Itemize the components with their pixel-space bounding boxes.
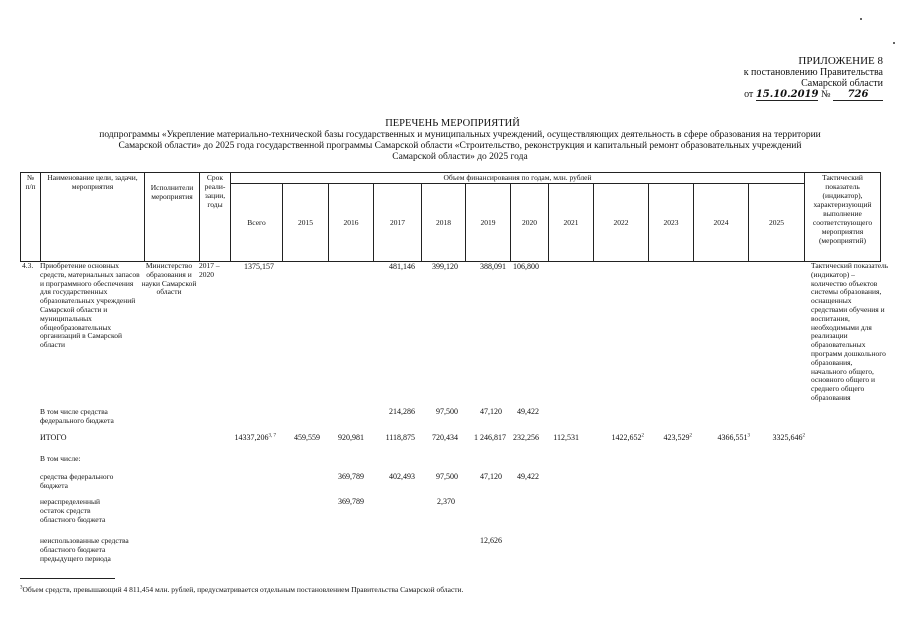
cell-total-2016: 920,981 — [338, 433, 364, 442]
subtitle-line-3: Самарской области» до 2025 года — [392, 152, 528, 162]
header-year: 2016 — [329, 184, 374, 262]
header-year: 2019 — [466, 184, 511, 262]
cell-total-2017: 1118,875 — [385, 433, 415, 442]
cell-federal-2017: 214,286 — [389, 407, 415, 416]
footnote-mark: 3 — [20, 585, 23, 591]
grand-total-value: 14337,206 — [234, 433, 269, 442]
row-executor: Министерство образования и науки Самарской области — [141, 261, 197, 297]
appendix-line-2: Самарской области — [801, 78, 883, 89]
total-2022-value: 1422,652 — [611, 433, 642, 442]
date-prefix: от — [744, 89, 754, 100]
header-funding: Объем финансирования по годам, млн. рублей — [231, 173, 805, 184]
row-including-label: В том числе: — [40, 454, 81, 463]
row-federal-label: В том числе средства федерального бюджета — [40, 407, 114, 425]
measures-table-header — [20, 172, 881, 262]
appendix-block — [673, 56, 883, 101]
handwritten-number: 726 — [833, 89, 883, 101]
handwritten-date: 15.10.2019 — [755, 89, 819, 100]
header-year: 2023 — [649, 184, 694, 262]
footnote — [20, 585, 463, 594]
cell-total-2024 — [700, 433, 750, 442]
number-prefix: № — [820, 89, 831, 100]
subtitle-line-1: подпрограммы «Укрепление материально-технической базы государственных и муниципальных учреждений, осуществляющих деятельность в сфере образования на территории — [99, 130, 821, 140]
cell-fed-budget-2016: 369,789 — [338, 472, 364, 481]
document-subtitle — [30, 130, 890, 163]
cell-federal-2020: 49,422 — [517, 407, 539, 416]
header-year: 2018 — [422, 184, 466, 262]
header-indicator: Тактический показатель (индикатор), характеризующий выполнение соответствующего мероприятия (мероприятий) — [805, 173, 881, 262]
row-period: 2017 – 2020 — [199, 261, 220, 279]
cell-total-2018: 720,434 — [432, 433, 458, 442]
total-2023-footnote: 2 — [689, 433, 692, 439]
appendix-line-1: к постановлению Правительства — [743, 67, 883, 78]
scan-speck — [860, 18, 862, 20]
row-unused-label: неиспользованные средства областного бюджета предыдущего периода — [40, 536, 129, 563]
total-2025-footnote: 2 — [802, 433, 805, 439]
header-total: Всего — [231, 184, 283, 262]
footnote-text: Объем средств, превышающий 4 811,454 млн. рублей, предусматривается отдельным постановлением Правительства Самарской области. — [22, 585, 464, 594]
total-2025-value: 3325,646 — [772, 433, 803, 442]
cell-total-2025 — [755, 433, 805, 442]
header-year: 2015 — [283, 184, 329, 262]
row-name: Приобретение основных средств, материальных запасов и программного обеспечения для государственных образовательных учреждений Самарской области и муниципальных общеобразовательных организаций в Самарской области — [40, 261, 140, 350]
header-year: 2025 — [749, 184, 805, 262]
header-year: 2020 — [511, 184, 549, 262]
row-fed-budget-label: средства федерального бюджета — [40, 472, 114, 490]
cell-2018: 399,120 — [432, 262, 458, 271]
header-num: № п/п — [21, 173, 41, 262]
cell-total-2020: 232,256 — [513, 433, 539, 442]
header-executors: Исполнители мероприятия — [145, 173, 200, 262]
header-year: 2024 — [694, 184, 749, 262]
total-2023-value: 423,529 — [663, 433, 690, 442]
document-title: ПЕРЕЧЕНЬ МЕРОПРИЯТИЙ — [385, 118, 520, 129]
cell-total: 1375,157 — [244, 262, 274, 271]
cell-grand-total — [222, 433, 276, 442]
header-year: 2022 — [594, 184, 649, 262]
grand-total-footnote: 3, 7 — [268, 433, 276, 439]
header-period: Срок реали-зации, годы — [200, 173, 231, 262]
cell-fed-budget-2020: 49,422 — [517, 472, 539, 481]
total-2024-value: 4366,551 — [717, 433, 748, 442]
appendix-date-line — [673, 89, 883, 101]
cell-fed-budget-2017: 402,493 — [389, 472, 415, 481]
header-year: 2017 — [374, 184, 422, 262]
cell-total-2023 — [650, 433, 692, 442]
header-name: Наименование цели, задачи, мероприятия — [41, 173, 145, 262]
scan-speck — [893, 42, 895, 44]
cell-fed-budget-2019: 47,120 — [480, 472, 502, 481]
cell-2017: 481,146 — [389, 262, 415, 271]
subtitle-line-2: Самарской области» до 2025 года государственной программы Самарской области «Строительство, реконструкция и капитальный ремонт образовательных учреждений — [118, 141, 802, 151]
cell-fed-budget-2018: 97,500 — [436, 472, 458, 481]
row-num: 4.3. — [22, 261, 34, 270]
cell-federal-2018: 97,500 — [436, 407, 458, 416]
cell-total-2015: 459,559 — [294, 433, 320, 442]
total-2024-footnote: 3 — [747, 433, 750, 439]
cell-unused-2019: 12,626 — [480, 536, 502, 545]
cell-unallocated-2016: 369,789 — [338, 497, 364, 506]
row-indicator: Тактический показатель (индикатор) – количество объектов системы образования, оснащенных средствами обучения и воспитания, необходимыми для реализации образовательных программ дошкольного образования, начального общего, основного общего и среднего общего образования — [811, 261, 889, 402]
cell-2020: 106,800 — [513, 262, 539, 271]
cell-federal-2019: 47,120 — [480, 407, 502, 416]
footnote-divider — [20, 578, 115, 579]
cell-unallocated-2018: 2,370 — [437, 497, 455, 506]
cell-2019: 388,091 — [480, 262, 506, 271]
cell-total-2022 — [592, 433, 644, 442]
cell-total-2019: 1 246,817 — [474, 433, 506, 442]
row-unallocated-label: нераспределенный остаток средств областного бюджета — [40, 497, 106, 524]
total-2022-footnote: 2 — [641, 433, 644, 439]
appendix-title: ПРИЛОЖЕНИЕ 8 — [798, 55, 883, 67]
cell-total-2021: 112,531 — [553, 433, 579, 442]
row-total-label: ИТОГО — [40, 433, 67, 442]
header-year: 2021 — [549, 184, 594, 262]
